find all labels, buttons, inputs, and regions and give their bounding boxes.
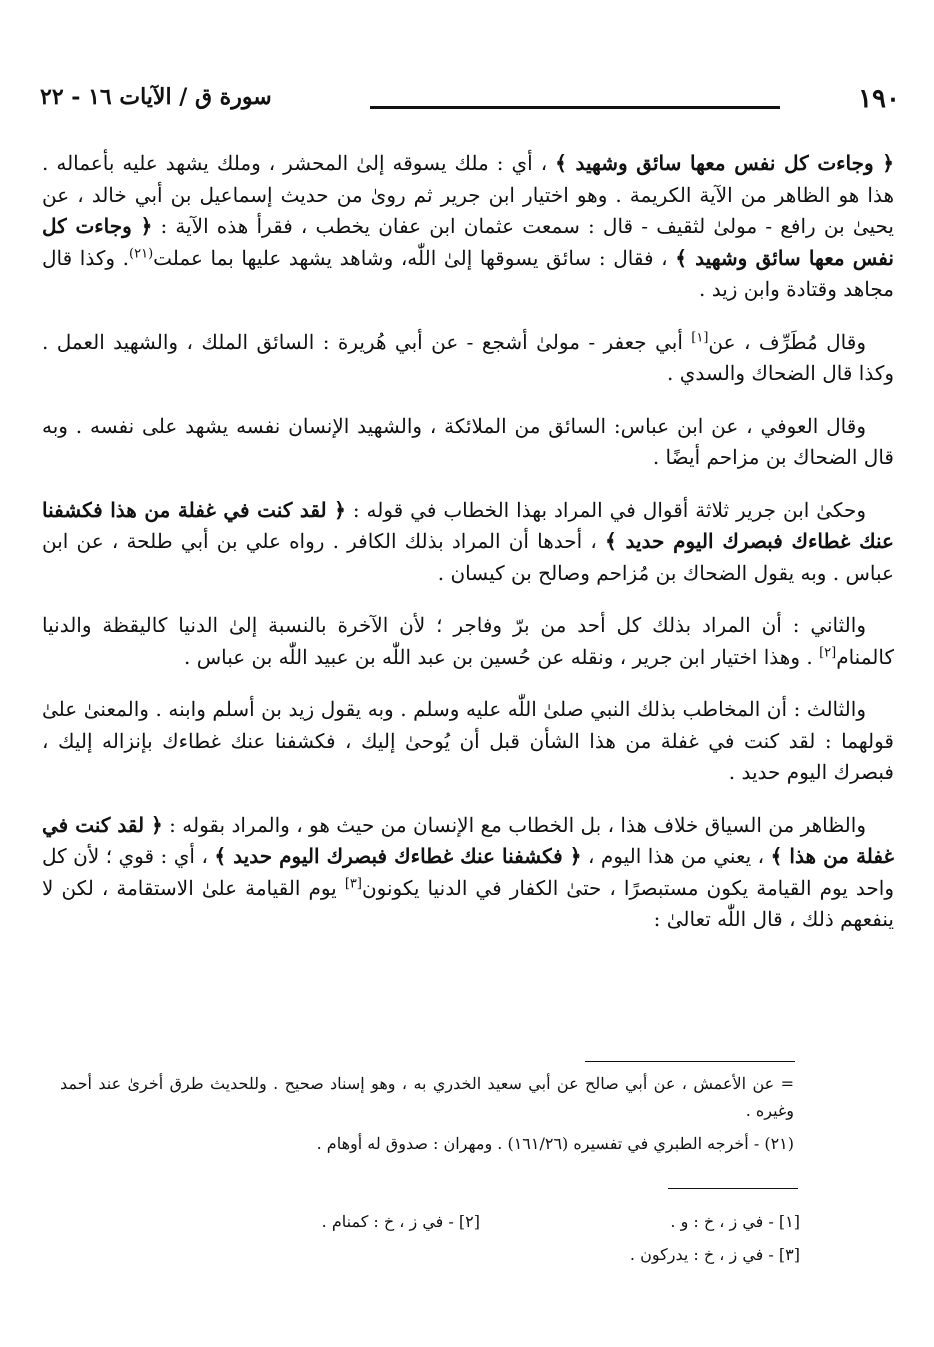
- manuscript-variants: [160, 1205, 800, 1271]
- footnote-ref: (٢١): [129, 245, 154, 261]
- footnote-continued: = عن الأعمش ، عن أبي صالح عن أبي سعيد الخدري به ، وهو إسناد صحيح . وللحديث طرق أخرىٰ عند أحمد وغيره .: [60, 1074, 794, 1120]
- text-span: والثالث : أن المخاطب بذلك النبي صلىٰ اللّٰه عليه وسلم . وبه يقول زيد بن أسلم وابنه . والمعنىٰ علىٰ قولهما : لقد كنت في غفلة من هذا الشأن قبل أن يُوحىٰ إليك ، فكشفنا عنك غطاءك بإنزاله إليك ، فبصرك اليوم حديد .: [42, 697, 894, 784]
- quran-verse: ﴿ فكشفنا عنك غطاءك فبصرك اليوم حديد ﴾: [214, 844, 582, 868]
- variants-row: [160, 1205, 800, 1238]
- text-span: والظاهر من السياق خلاف هذا ، بل الخطاب مع الإنسان من حيث هو ، والمراد بقوله :: [162, 812, 866, 837]
- text-span: . وكذا قال مجاهد وقتادة وابن زيد .: [42, 245, 894, 301]
- footnote-divider: [585, 1061, 795, 1062]
- text-span: ، أي : ملك يسوقه إلىٰ المحشر ، وملك يشهد عليه بأعماله . هذا هو الظاهر من الآية الكريمة . وهو اختيار ابن جرير ثم روىٰ من حديث إسماعيل بن أبي خالد ، عن يحيىٰ بن رافع - مولىٰ لثقيف - قال : سمعت عثمان ابن عفان يخطب ، فقرأ هذه الآية :: [42, 151, 894, 238]
- text-span: أبي جعفر - مولىٰ أشجع - عن أبي هُريرة : السائق الملك ، والشهيد العمل . وكذا قال الضحاك والسدي .: [42, 329, 894, 385]
- main-text: [42, 148, 894, 957]
- header-rule: [370, 106, 780, 109]
- quran-verse: ﴿ وجاءت كل نفس معها سائق وشهيد ﴾: [555, 151, 894, 175]
- paragraph-7: [42, 810, 894, 936]
- paragraph-3: [42, 411, 894, 474]
- footnote-21: (٢١) - أخرجه الطبري في تفسيره (١٦١/٢٦) . ومهران : صدوق له أوهام .: [316, 1134, 794, 1153]
- text-span: ، أي : قوي ؛ لأن كل واحد يوم القيامة يكون مستبصرًا ، حتىٰ الكفار في الدنيا يكونون: [42, 844, 895, 900]
- paragraph-1: [42, 148, 894, 306]
- quran-verse: ﴿ وجاءت كل نفس معها سائق وشهيد ﴾: [42, 214, 894, 270]
- footnotes: [60, 1070, 794, 1163]
- text-span: ، فقال : سائق يسوقها إلىٰ اللّٰه، وشاهد يشهد عليها بما عملت: [153, 245, 676, 270]
- text-span: ، يعني من هذا اليوم ،: [581, 844, 771, 868]
- quran-verse: ﴿ لقد كنت في غفلة من هذا ﴾: [42, 812, 895, 868]
- variants-row: [160, 1238, 800, 1271]
- quran-verse: ﴿ لقد كنت في غفلة من هذا فكشفنا عنك غطاءك فبصرك اليوم حديد ﴾: [42, 497, 894, 553]
- variant-ref: [٣]: [344, 875, 362, 891]
- page-header: [40, 84, 900, 124]
- text-span: يوم القيامة علىٰ الاستقامة ، لكن لا ينفعهم ذلك ، قال اللّٰه تعالىٰ :: [42, 875, 894, 931]
- variant-2: [٢] - في ز ، خ : كمنام .: [321, 1212, 480, 1231]
- variants-divider: [668, 1188, 798, 1189]
- paragraph-4: [42, 495, 894, 590]
- variant-ref: [٢]: [819, 644, 837, 660]
- text-span: وحكىٰ ابن جرير ثلاثة أقوال في المراد بهذا الخطاب في قوله :: [345, 497, 866, 522]
- surah-title: سورة ق / الآيات ١٦ - ٢٢: [40, 84, 272, 110]
- text-span: وقال العوفي ، عن ابن عباس: السائق من الملائكة ، والشهيد الإنسان نفسه يشهد على نفسه . وبه قال الضحاك بن مزاحم أيضًا .: [42, 413, 894, 469]
- page-number: ١٩٠: [858, 84, 900, 114]
- text-span: وقال مُطَرِّف ، عن: [708, 329, 866, 354]
- paragraph-2: [42, 327, 894, 390]
- variant-1: [١] - في ز ، خ : و .: [670, 1212, 800, 1231]
- variant-ref: [١]: [691, 329, 709, 345]
- text-span: . وهذا اختيار ابن جرير ، ونقله عن حُسين بن عبد اللّٰه بن عبيد اللّٰه بن عباس .: [183, 644, 820, 669]
- text-span: والثاني : أن المراد بذلك كل أحد من برّ وفاجر ؛ لأن الآخرة بالنسبة إلىٰ الدنيا كاليقظة والدنيا كالمنام: [42, 613, 894, 669]
- variant-3: [٣] - في ز ، خ : يدركون .: [629, 1245, 800, 1264]
- paragraph-6: [42, 694, 894, 789]
- paragraph-5: [42, 610, 894, 673]
- text-span: ، أحدها أن المراد بذلك الكافر . رواه علي بن أبي طلحة ، عن ابن عباس . وبه يقول الضحاك بن مُزاحم وصالح بن كيسان .: [42, 529, 894, 585]
